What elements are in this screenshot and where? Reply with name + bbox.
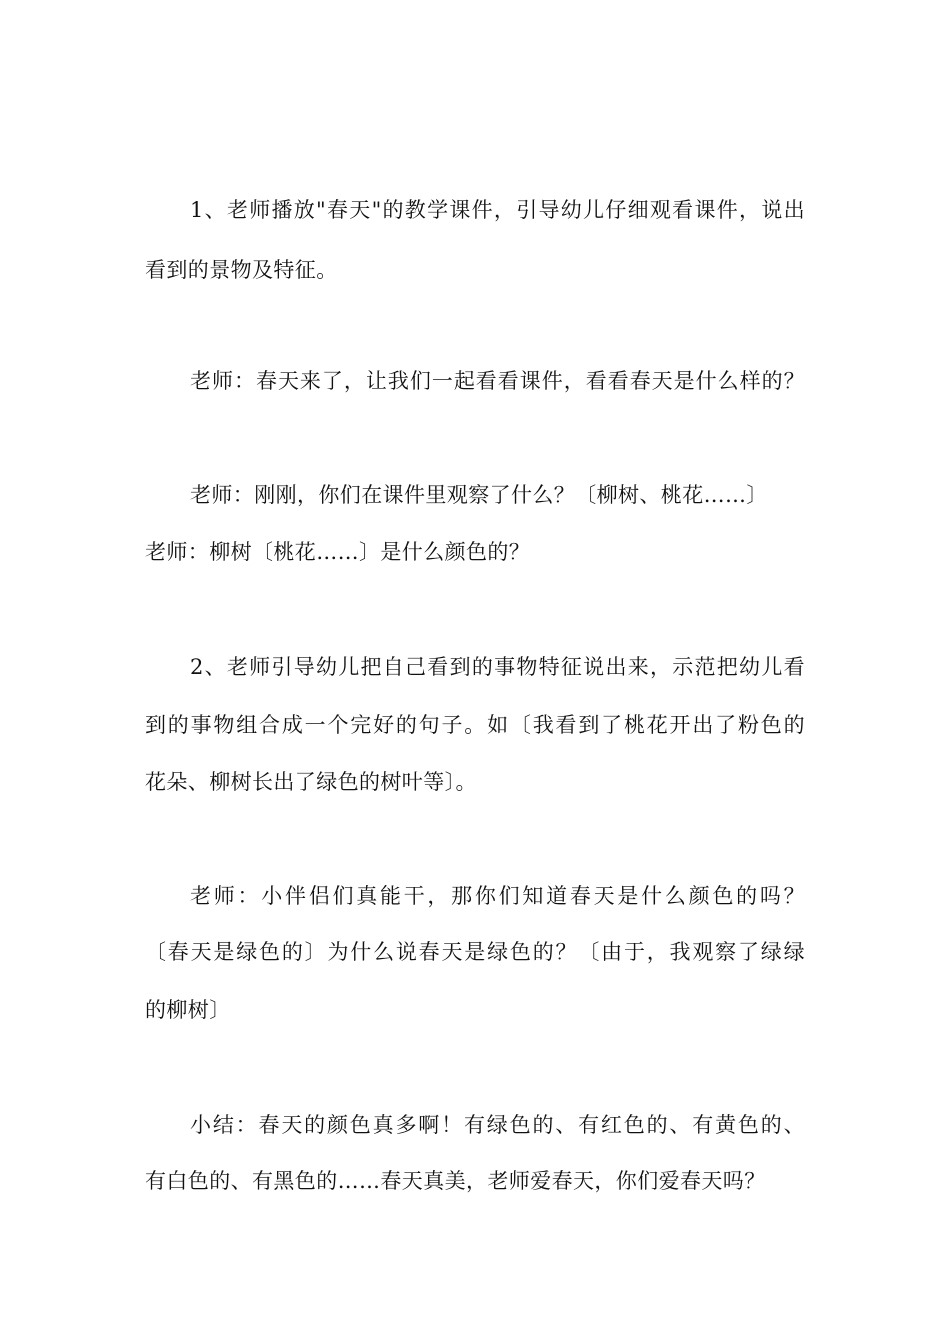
- paragraph-6-line-2: 有白色的、有黑色的……春天真美，老师爱春天，你们爱春天吗？: [145, 1169, 766, 1193]
- paragraph-4-line-1: 2、老师引导幼儿把自己看到的事物特征说出来，示范把幼儿看: [190, 655, 805, 679]
- paragraph-4-line-2: 到的事物组合成一个完好的句子。如〔我看到了桃花开出了粉色的: [145, 713, 805, 737]
- paragraph-1-line-1: 1、老师播放"春天"的教学课件，引导幼儿仔细观看课件，说出: [190, 198, 805, 222]
- paragraph-5-line-3: 的柳树〕: [145, 998, 231, 1022]
- paragraph-5-line-2: 〔春天是绿色的〕为什么说春天是绿色的？〔由于，我观察了绿绿: [145, 940, 805, 964]
- paragraph-3-line-1: 老师：刚刚，你们在课件里观察了什么？〔柳树、桃花……〕: [190, 483, 768, 507]
- paragraph-5-line-1: 老师：小伴侣们真能干，那你们知道春天是什么颜色的吗？: [190, 884, 805, 908]
- paragraph-3-line-2: 老师：柳树〔桃花……〕是什么颜色的？: [145, 540, 531, 564]
- paragraph-4-line-3: 花朵、柳树长出了绿色的树叶等〕。: [145, 770, 477, 794]
- paragraph-6-line-1: 小结：春天的颜色真多啊！有绿色的、有红色的、有黄色的、: [190, 1113, 805, 1137]
- paragraph-1-line-2: 看到的景物及特征。: [145, 258, 338, 282]
- paragraph-2-line-1: 老师：春天来了，让我们一起看看课件，看看春天是什么样的？: [190, 369, 805, 393]
